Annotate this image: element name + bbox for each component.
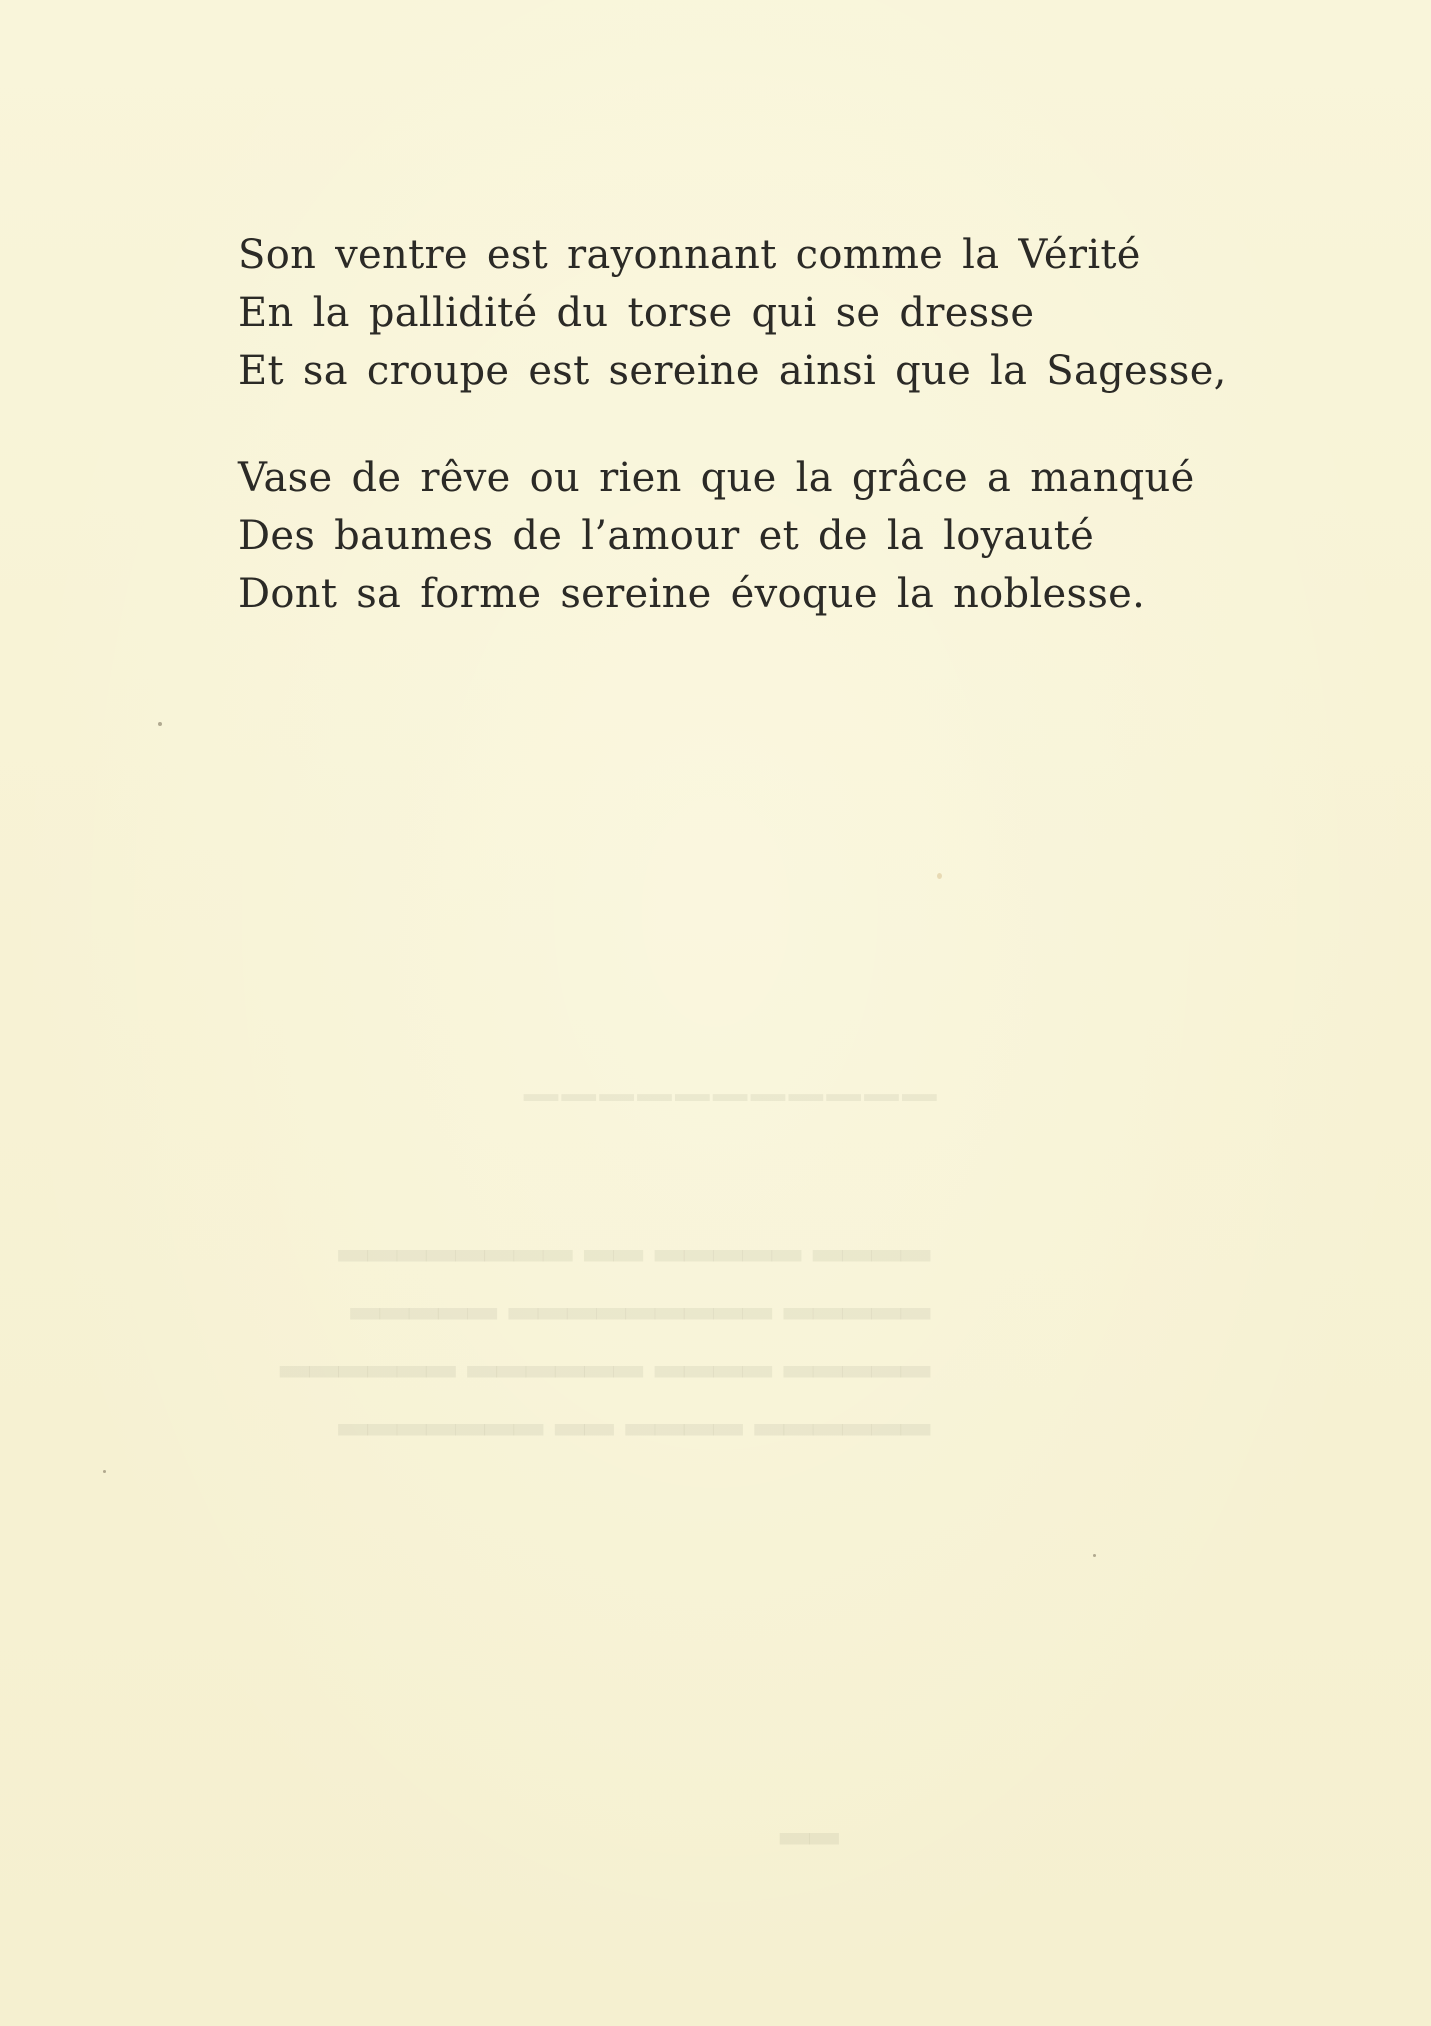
verse-line: En la pallidité du torse qui se dresse — [238, 290, 1035, 336]
verse-line: Dont sa forme sereine évoque la noblesse. — [238, 571, 1146, 617]
verse-line: Son ventre est rayonnant comme la Vérité — [238, 232, 1141, 278]
paper-speck — [103, 1470, 106, 1473]
verse-line: Et sa croupe est sereine ainsi que la Sagesse, — [238, 348, 1227, 394]
paper-speck — [937, 873, 942, 879]
stanza-1 — [238, 226, 1238, 400]
stanza-2 — [238, 449, 1238, 623]
bleed-through-text: ▂▂▂▂ ▂▂▂▂▂ ▂▂ ▂▂▂▂▂▂▂▂ ▂▂▂▂▂ ▂▂▂▂▂▂▂▂▂ ▂▂▂▂▂ ▂▂▂▂▂ ▂▂▂▂ ▂▂▂▂▂▂ ▂▂▂▂▂▂ ▂▂▂▂▂▂ ▂▂▂▂ ▂▂ ▂▂▂▂▂▂▂ — [280, 1217, 930, 1435]
paper-speck — [158, 722, 162, 726]
verse-line: Vase de rêve ou rien que la grâce a manqué — [238, 455, 1195, 501]
bleed-through-page-number: ▂▂ — [780, 1800, 839, 1844]
paper-speck — [1093, 1554, 1096, 1557]
bleed-through-title: ▁▁▁▁▁▁▁▁▁▁▁ — [520, 1050, 937, 1101]
verse-line: Des baumes de l’amour et de la loyauté — [238, 513, 1095, 559]
